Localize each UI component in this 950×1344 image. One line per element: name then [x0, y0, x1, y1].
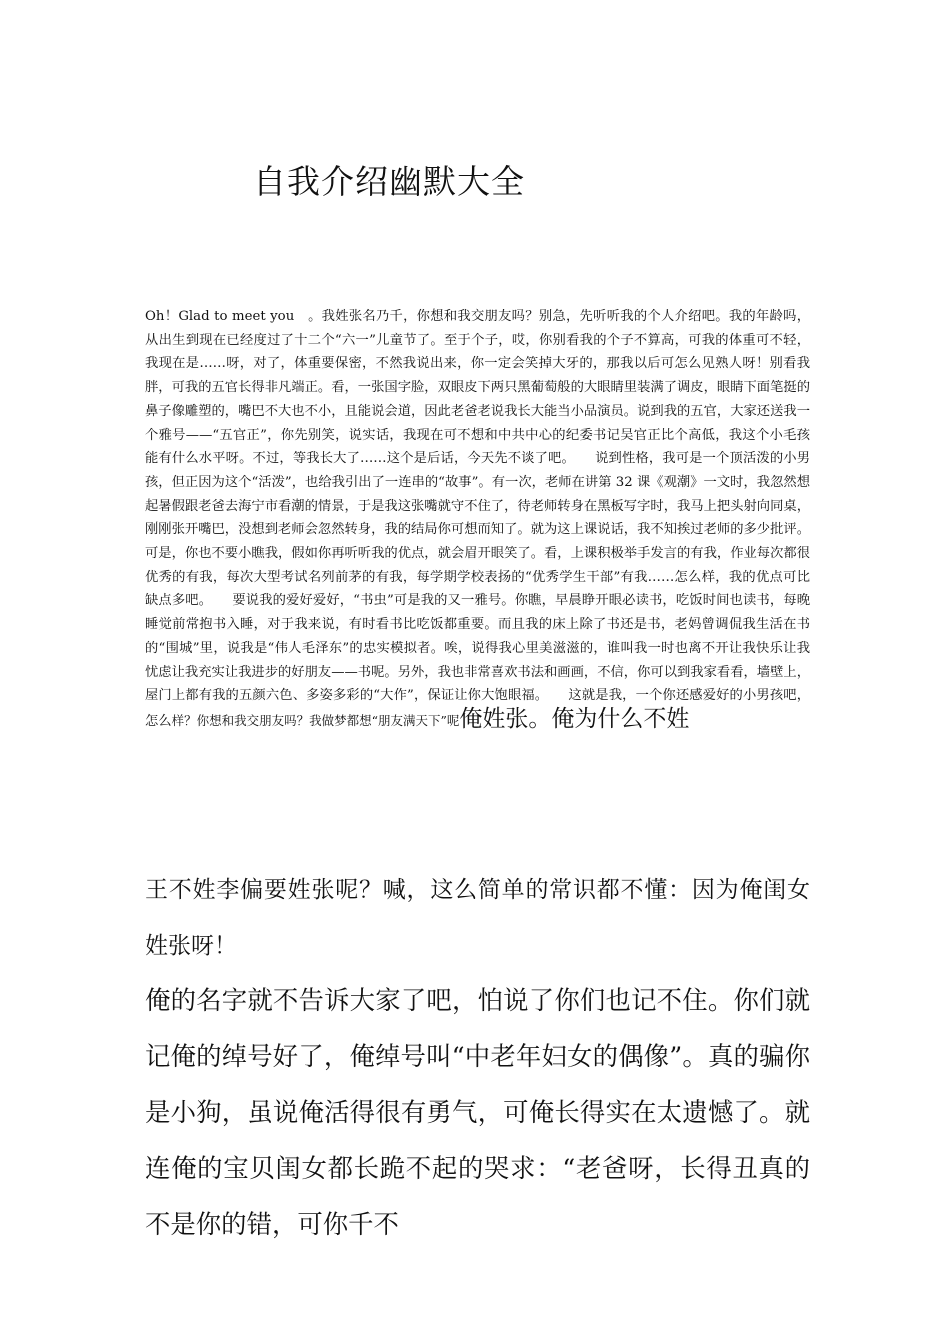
large-paragraph-text: 俺的名字就不告诉大家了吧，怕说了你们也记不住。你们就记俺的绰号好了，俺绰号叫“中老年妇女的偶像”。真的骗你是小狗，虽说俺活得很有勇气，可俺长得实在太遗憾了。就连俺的宝贝闺女都长跪不起的哭求：“老爸呀，长得丑真的不是你的错，可你千不: [145, 985, 810, 1239]
body-paragraph-tail: 样？你想和我交朋友吗？我做梦都想“朋友满天下”呢: [171, 712, 460, 728]
large-paragraph: [145, 972, 810, 1252]
body-paragraph-self-intro: [145, 305, 810, 734]
handwritten-paragraph: 王不姓李偏要姓张呢？喊，这么简单的常识都不懂：因为俺闺女姓张呀！: [145, 877, 810, 959]
handwritten-inline-text: 俺姓张。俺为什么不姓: [459, 705, 690, 732]
body-paragraph-text: Oh！Glad to meet you 。我姓张名乃千，你想和我交朋友吗？别急，先听听我的个人介绍吧。我的年龄吗，从出生到现在已经度过了十二个“六一”儿童节了。至于个子，哎，你别看我的个子不算高，可我的体重可不轻，我现在是……呀，对了，体重要保密，不然我说出来，你一定会笑掉大牙的，那我以后可怎么见熟人呀！别看我胖，可我的五官长得非凡端正。看，一张国字脸，双眼皮下两只黑葡萄般的大眼睛里装满了调皮，眼睛下面笔挺的鼻子像雕塑的，嘴巴不大也不小，且能说会道，因此老爸老说我长大能当小品演员。说到我的五官，大家还送我一个雅号——“五官正”，你先别笑，说实话，我现在可不想和中共中心的纪委书记吴官正比个高低，我这个小毛孩能有什么水平呀。不过，等我长大了……这个是后话，今天先不谈了吧。 说到性格，我可是一个顶活泼的小男孩，但正因为这个“活泼”，也给我引出了一连串的“故事”。有一次，老师在讲第 32 课《观潮》一文时，我忽然想起暑假跟老爸去海宁市看潮的情景，于是我这张嘴就守不住了，待老师转身在黑板写字时，我马上把头射向同桌，刚刚张开嘴巴，没想到老师会忽然转身，我的结局你可想而知了。就为这上课说话，我不知挨过老师的多少批评。可是，你也不要小瞧我，假如你再听听我的优点，就会眉开眼笑了。看，上课积极举手发言的有我，作业每次都很优秀的有我，每次大型考试名列前茅的有我，每学期学校表扬的“优秀学生干部”有我……怎么样，我的优点可比缺点多吧。 要说我的爱好爱好，“书虫”可是我的又一雅号。你瞧，早晨睁开眼必读书，吃饭时间也读书，每晚睡觉前常抱书入睡，对于我来说，有时看书比吃饭都重要。而且我的床上除了书还是书，老妈曾调侃我生活在书的“围城”里，说我是“伟人毛泽东”的忠实模拟者。唉，说得我心里美滋滋的，谁叫我一时也离不开让我快乐让我忧虑让我充实让我进步的好朋友——书呢。另外，我也非常喜欢书法和画画，不信，你可以到我家看看，墙壁上，屋门上都有我的五颜六色、多姿多彩的“大作”，保证让你大饱眼福。 这就是我，一个你还感爱好的小男孩吧，怎么: [145, 309, 810, 729]
document-title: 自我介绍幽默大全: [253, 162, 525, 201]
